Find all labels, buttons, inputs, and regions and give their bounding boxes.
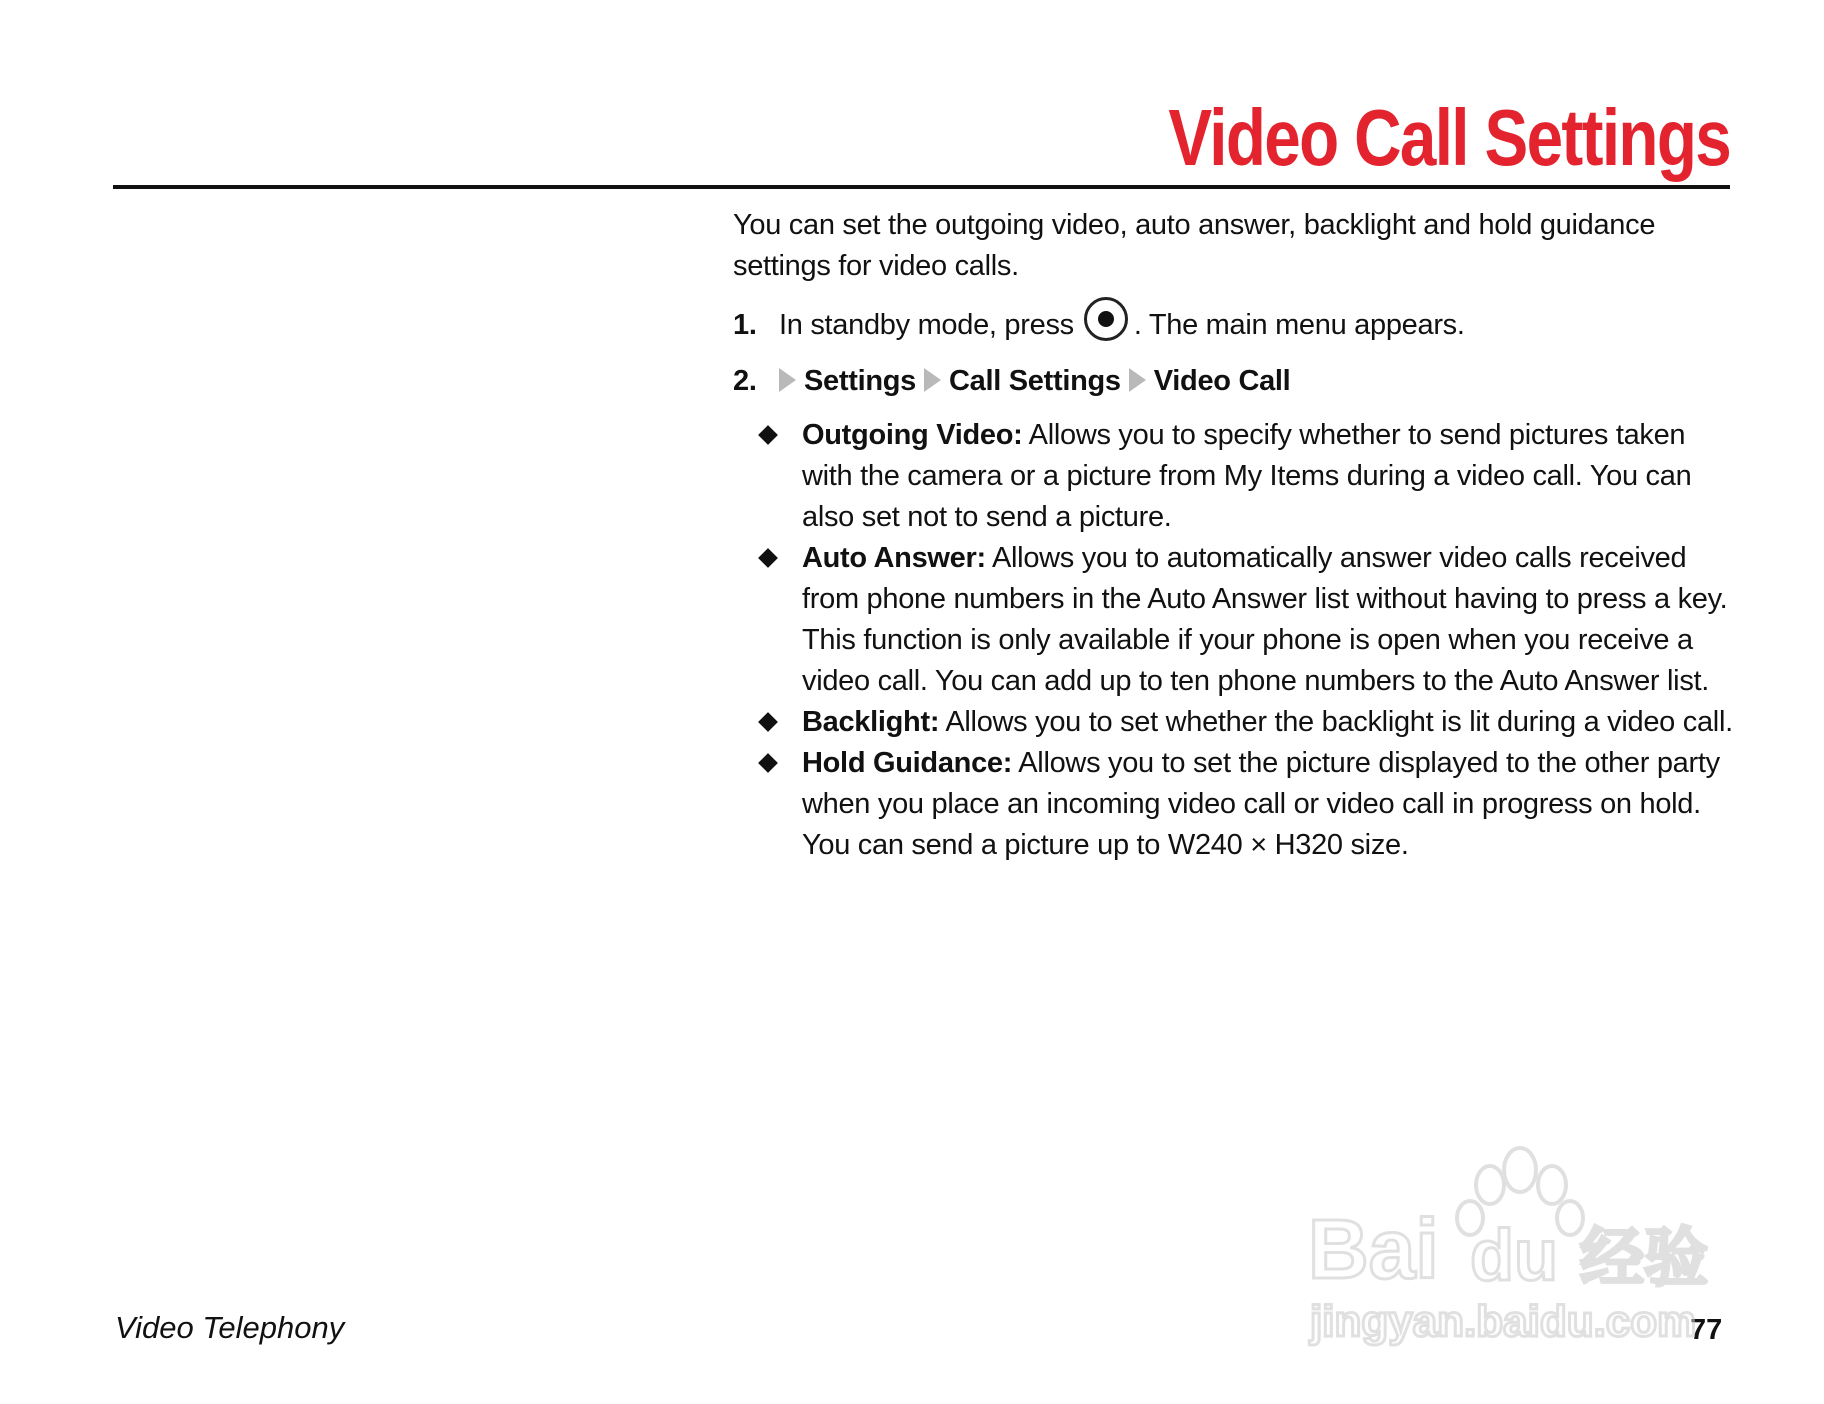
menu-arrow-icon — [779, 368, 796, 392]
diamond-bullet-icon — [758, 753, 778, 773]
option-description: Allows you to set the picture displayed to the other party when you place an incoming video call or video call in progress on hold. You can send a picture up to W240 × H320 size. — [802, 747, 1720, 861]
svg-text:Bai: Bai — [1308, 1202, 1439, 1296]
menu-path-video-call: Video Call — [1153, 364, 1291, 397]
footer-section-name: Video Telephony — [115, 1310, 345, 1345]
diamond-bullet-icon — [758, 548, 778, 568]
menu-arrow-icon — [924, 368, 941, 392]
option-description: Allows you to set whether the backlight is lit during a video call. — [945, 706, 1733, 738]
option-term: Hold Guidance: — [802, 747, 1013, 779]
step-number: 2. — [733, 364, 757, 397]
option-hold-guidance — [733, 743, 1733, 866]
menu-path — [779, 361, 1290, 402]
page-title: Video Call Settings — [1168, 93, 1730, 182]
main-content — [733, 205, 1733, 866]
option-description: Allows you to specify whether to send pictures taken with the camera or a picture from My Items during a video call. You can also set not to send a picture. — [802, 419, 1692, 533]
svg-text:jingyan.baidu.com: jingyan.baidu.com — [1310, 1297, 1697, 1346]
menu-path-settings: Settings — [804, 364, 916, 397]
step-text-after: . The main menu appears. — [1133, 308, 1465, 341]
option-description: Allows you to automatically answer video calls received from phone numbers in the Auto Answer list without having to press a key. This function is only available if your phone is open when you receive a video call. You can add up to ten phone numbers to the Auto Answer list. — [802, 542, 1728, 697]
svg-text:经验: 经验 — [1580, 1222, 1708, 1294]
diamond-bullet-icon — [758, 712, 778, 732]
option-term: Auto Answer: — [802, 542, 986, 574]
option-outgoing-video — [733, 415, 1733, 538]
options-list — [733, 415, 1733, 866]
option-term: Outgoing Video: — [802, 419, 1023, 451]
title-divider — [113, 185, 1730, 189]
diamond-bullet-icon — [758, 425, 778, 445]
page-number: 77 — [1690, 1314, 1723, 1346]
menu-arrow-icon — [1129, 368, 1146, 392]
option-backlight — [733, 702, 1733, 743]
step-text: In standby mode, press — [779, 308, 1074, 341]
svg-text:du: du — [1470, 1216, 1558, 1296]
navigation-key-icon — [1084, 297, 1128, 341]
step-1 — [733, 297, 1733, 353]
option-term: Backlight: — [802, 706, 940, 738]
menu-path-call-settings: Call Settings — [949, 364, 1121, 397]
option-auto-answer — [733, 538, 1733, 702]
step-2 — [733, 353, 1733, 409]
intro-paragraph: You can set the outgoing video, auto answer, backlight and hold guidance settings for video calls. — [733, 209, 1656, 282]
step-number: 1. — [733, 308, 757, 341]
baidu-watermark-logo — [1300, 1130, 1740, 1350]
